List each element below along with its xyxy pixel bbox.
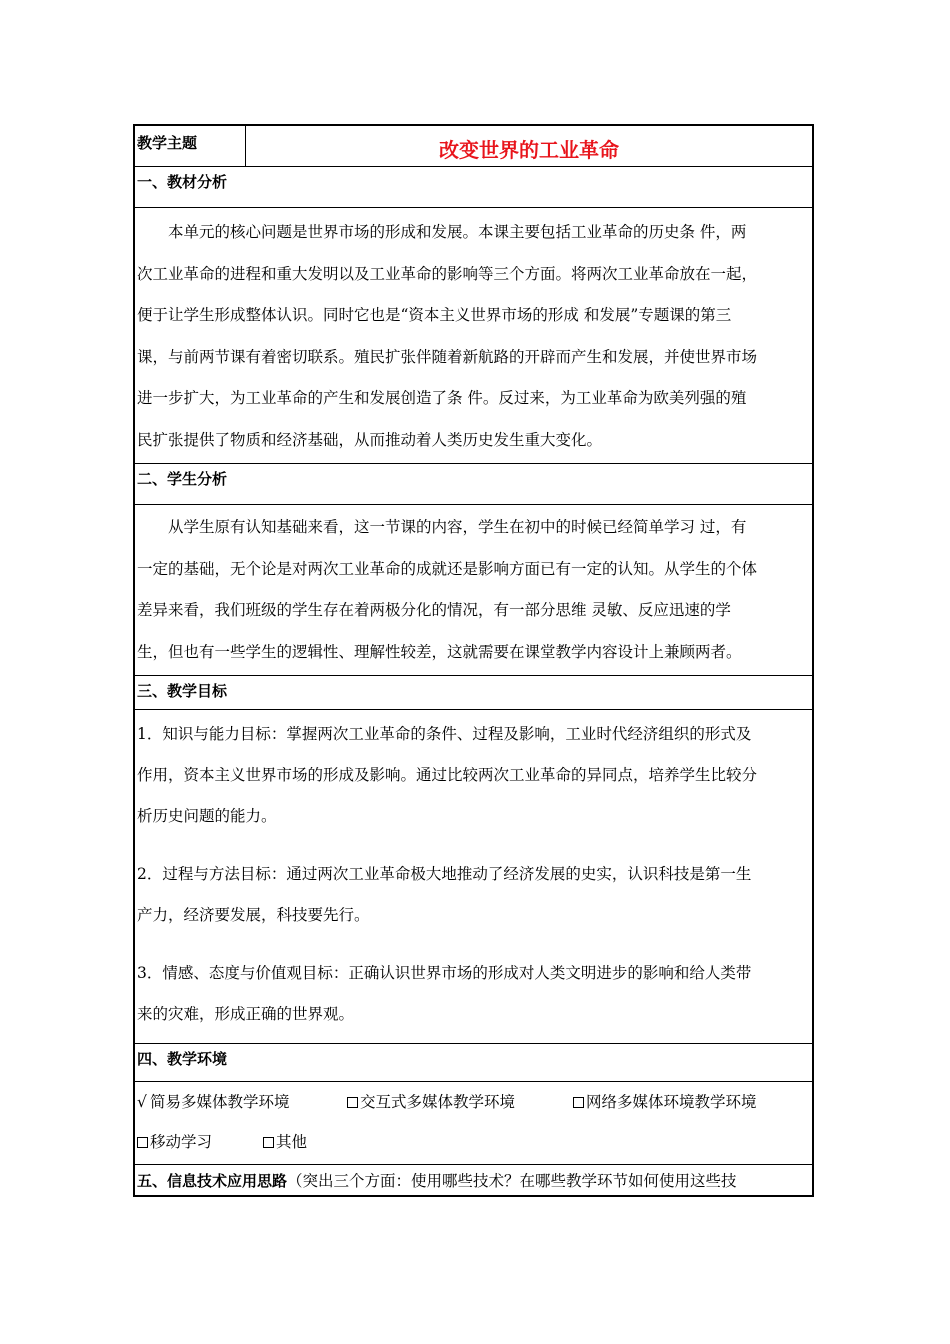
environment-options-line — [135, 1122, 812, 1162]
section3-header-row — [135, 676, 812, 710]
header-row — [135, 126, 812, 167]
environment-options-line — [135, 1082, 812, 1122]
section5-title: 五、信息技术应用思路 — [137, 1172, 288, 1190]
section1-line: 课，与前两节课有着密切联系。殖民扩张伴随着新航路的开辟而产生和发展，并使世界市场 — [137, 347, 758, 366]
env-option-label: 简易多媒体教学环境 — [150, 1093, 290, 1111]
check-icon: √ — [137, 1093, 147, 1111]
section2-line: 差异来看，我们班级的学生存在着两极分化的情况，有一部分思维 灵敏、反应迅速的学 — [137, 601, 731, 619]
section5-note: （突出三个方面：使用哪些技术？在哪些教学环节如何使用这些技 — [287, 1172, 737, 1190]
section2-line: 从学生原有认知基础来看，这一节课的内容，学生在初中的时候已经简单学习 过，有 — [168, 518, 747, 536]
section1-line: 便于让学生形成整体认识。同时它也是“资本主义世界市场的形成 和发展”专题课的第三 — [137, 306, 732, 324]
goal-1-line: 1．知识与能力目标：掌握两次工业革命的条件、过程及影响，工业时代经济组织的形式及 — [137, 725, 752, 743]
env-option-interactive-multimedia[interactable] — [347, 1082, 573, 1122]
section2-title: 二、学生分析 — [137, 470, 228, 488]
checkbox-icon — [137, 1137, 148, 1148]
section2-line: 生，但也有一些学生的逻辑性、理解性较差，这就需要在课堂教学内容设计上兼顾两者。 — [137, 642, 742, 661]
topic-label: 教学主题 — [135, 126, 246, 166]
section1-title: 一、教材分析 — [137, 173, 228, 191]
goal-3-line: 来的灾难，形成正确的世界观。 — [137, 1005, 355, 1023]
checkbox-icon — [263, 1137, 274, 1148]
goal-gap — [135, 837, 812, 854]
env-option-label: 其他 — [276, 1133, 308, 1151]
goal-3-line: 3．情感、态度与价值观目标：正确认识世界市场的形成对人类文明进步的影响和给人类带 — [137, 964, 752, 982]
section2-line: 一定的基础，无个论是对两次工业革命的成就还是影响方面已有一定的认知。从学生的个体 — [137, 559, 758, 578]
section2-body — [135, 505, 812, 676]
section1-line: 本单元的核心问题是世界市场的形成和发展。本课主要包括工业革命的历史条 件，两 — [168, 223, 747, 241]
section4-header-row — [135, 1044, 812, 1082]
goal-1-line: 作用，资本主义世界市场的形成及影响。通过比较两次工业革命的异同点，培养学生比较分 — [137, 766, 758, 784]
goal-1-line: 析历史问题的能力。 — [137, 807, 277, 825]
section1-header-row — [135, 167, 812, 208]
section4-title: 四、教学环境 — [137, 1050, 228, 1068]
goal-gap — [135, 936, 812, 953]
section3-body — [135, 710, 812, 1044]
goal-2-line: 产力，经济要发展，科技要先行。 — [137, 906, 370, 924]
env-option-label: 移动学习 — [150, 1133, 213, 1151]
env-option-other[interactable] — [263, 1122, 307, 1162]
checkbox-icon — [347, 1097, 358, 1108]
env-option-simple-multimedia[interactable] — [137, 1082, 347, 1122]
section1-line: 进一步扩大，为工业革命的产生和发展创造了条 件。反过来，为工业革命为欧美列强的殖 — [137, 389, 747, 407]
goal-2-line: 2．过程与方法目标：通过两次工业革命极大地推动了经济发展的史实，认识科技是第一生 — [137, 865, 752, 883]
section3-title: 三、教学目标 — [137, 682, 228, 700]
section2-header-row — [135, 464, 812, 505]
section1-line: 民扩张提供了物质和经济基础，从而推动着人类历史发生重大变化。 — [137, 430, 603, 449]
section1-line: 次工业革命的进程和重大发明以及工业革命的影响等三个方面。将两次工业革命放在一起， — [137, 264, 758, 283]
lesson-plan-table — [133, 124, 814, 1197]
section4-body — [135, 1082, 812, 1165]
section5-header-row — [135, 1165, 812, 1195]
env-option-label: 交互式多媒体教学环境 — [360, 1093, 516, 1111]
env-option-label: 网络多媒体环境教学环境 — [586, 1093, 757, 1111]
section1-body — [135, 208, 812, 464]
checkbox-icon — [573, 1097, 584, 1108]
env-option-mobile-learning[interactable] — [137, 1122, 263, 1162]
env-option-network-multimedia[interactable] — [573, 1082, 773, 1122]
lesson-title: 改变世界的工业革命 — [439, 138, 619, 162]
